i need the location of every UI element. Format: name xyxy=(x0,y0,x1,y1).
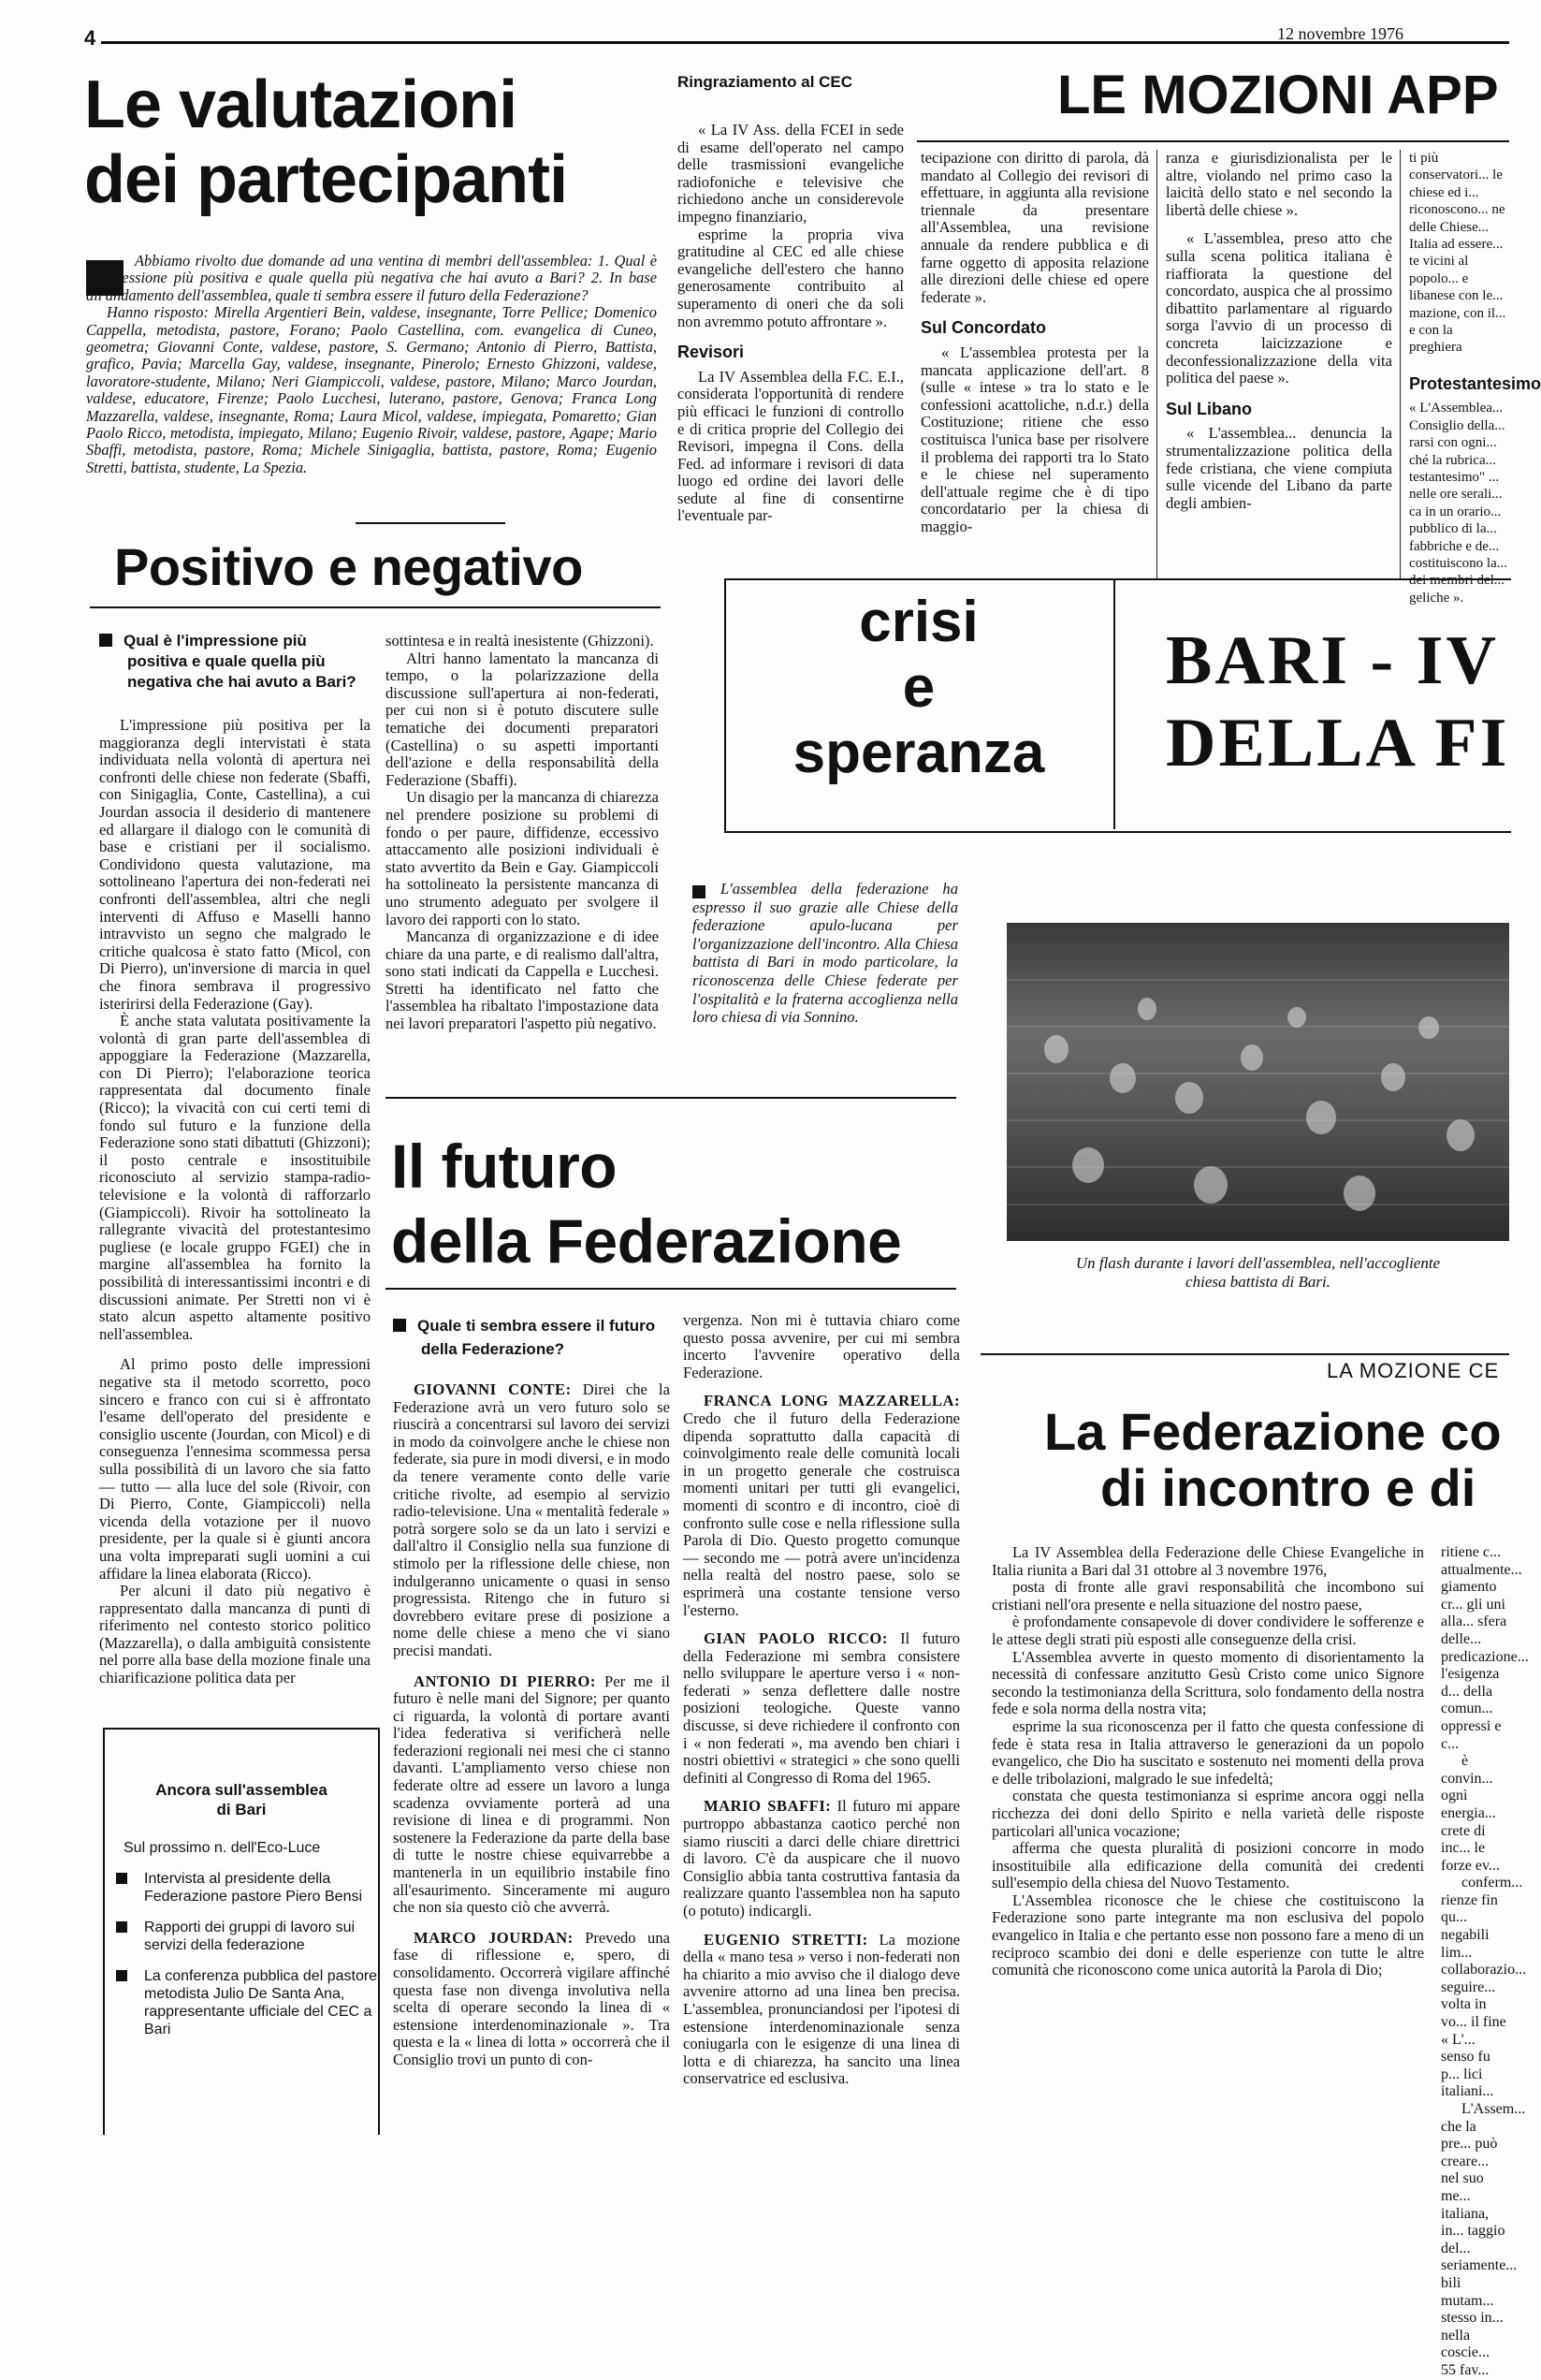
ringraziamento-col: « La IV Ass. della FCEI in sede di esame dell'operato nel campo delle trasmissioni evangeliche radiofoniche e televisive che richiedono anche un considerevole impegno finanziario, esprime la propria viva gratitudine al CEC ed alle chiese evangeliche dell'estero che hanno generosamente contribuito al superamento di oneri che da soli non avremmo potuto affrontare ». Revisori La IV Assemblea della F.C. E.I., considerata l'opportunità di rendere più efficaci le funzioni di controllo e di critica proprie del Collegio dei Revisori, impegna il Cons. della Fed. ad informare i revisori di data luogo ed ordine dei lavori delle sedute al fine di consentirne l'eventuale par- xyxy=(677,121,904,525)
positivo-title: Positivo e negativo xyxy=(114,537,583,596)
mozioni-col1: tecipazione con diritto di parola, dà mandato al Collegio dei revisori di effettuare, in aggiunta alla revisione triennale da presentare all'Assemblea, una revisione annuale da rendere pubblica e di farne oggetto di apposita relazione alle direzioni delle chiese ed opere federate ». Sul Concordato « L'assemblea protesta per la mancata applicazione dell'art. 8 (sulle « intese » tra lo stato e le confessioni acattoliche, n.d.r.) della Costituzione; ritiene che esso costituisca l'unica base per risolvere il problema dei rapporti tra lo Stato e le chiese nel superamento dell'attuale regime che è di tipo concordatario per la chiesa di maggio- xyxy=(921,149,1149,535)
valutazioni-title: Le valutazioni dei partecipanti xyxy=(84,67,568,217)
box-item: Intervista al presidente della Federazione pastore Piero Bensi xyxy=(105,1870,378,1905)
ringraziamento-head: Ringraziamento al CEC xyxy=(677,73,853,91)
mozione-title: La Federazione co di incontro e di xyxy=(1044,1402,1502,1517)
mozioni-rule xyxy=(917,140,1509,142)
futuro-col1: Quale ti sembra essere il futuro della Federazione? GIOVANNI CONTE: Direi che la Federazione avrà un vero futuro solo se riuscirà a concentrarsi sul lavoro dei servizi in modo da coinvolgere anche le chiese non federate, sia pure in modi diversi, e in modo da tenere veramente conto delle varie critiche rivolte, ad esempio al servizio radio-televisione. Una « mentalità federale » potrà sorgere solo se da un lato i servizi e dall'altro il Consiglio nella sua funzione di stimolo per la riflessione delle chiese, non indulgeranno unicamente o quasi in senso progressista. Ritengo che in futuro si dovrebbero evitare prese di posizione a nome delle chiese a meno che vi siano precisi mandati. ANTONIO DI PIERRO: Per me il futuro è nelle mani del Signore; per quanto ci riguarda, la volontà di portare avanti l'idea federativa si verificherà nelle federazioni regionali nei mesi che ci stanno davanti. L'ampliamento verso chiese non federate oltre ad essere un lavoro a lunga scadenza ovviamente porterà ad una revisione di linea e di programmi. Non sostenere la Federazione da parte della base di tutte le nostre chiese equivarrebbe a mantenerla in un equilibrio instabile fino all'esaurimento. Sinceramente mi auguro che non sia questo ciò che avverrà. MARCO JOURDAN: Prevedo una fase di riflessione e, spero, di consolidamento. Occorrerà vigilare affinché questa fase non divenga involutiva nella scelta di operare secondo la linea di « estensione interdenominazionale ». Tra questa e la « linea di lotta » occorrerà che il Consiglio trovi un punto di con- xyxy=(393,1314,670,2133)
futuro-question: Quale ti sembra essere il futuro della Federazione? xyxy=(393,1314,670,1361)
mozioni-divider-2 xyxy=(1400,150,1401,580)
mozioni-col2: ranza e giurisdizionalista per le altre, violando nel primo caso la laicità dello stato e nel secondo la libertà delle chiese ». « L'assemblea, preso atto che sulla scena politica italiana è riaffiorata la questione del concordato, auspica che al prossimo dibattito parlamentare al riguardo sorga l'avvio di un processo di concreta laicizzazione e deconfessionalizzazione della vita politica del paese ». Sul Libano « L'assemblea... denuncia la strumentalizzazione politica della fede cristiana, che viene compiuta sulle vicende del Libano da parte degli ambien- xyxy=(1166,149,1392,512)
mozione-right-col: ritiene c... attualmente... giamento cr... gli uni alla... sfera delle... predicazione... l'esigenza d... della comun... oppressi e c... è convin... ognì energia... crete di inc... le forze ev... conferm... rienze fin qu... negabili lim... collaborazio... seguire... volta in vo... il fine « L'... senso fu p... lici italiani... L'Assem... che la pre... può creare... nel suo me... italiana, in... taggio del... seriamente... bili mutam... stesso in... nella coscie... 55 fav... xyxy=(1441,1544,1529,2378)
ancora-box xyxy=(103,1728,380,2135)
futuro-rule xyxy=(385,1097,956,1099)
box-item: Rapporti dei gruppi di lavoro sui servizi della federazione xyxy=(105,1919,378,1954)
mozione-kicker: LA MOZIONE CE xyxy=(1327,1359,1500,1382)
revisori-head: Revisori xyxy=(677,343,745,362)
crisi-title: crisi e speranza xyxy=(792,590,1045,785)
futuro-title: Il futuro della Federazione xyxy=(391,1132,902,1276)
valutazioni-rule xyxy=(356,522,505,524)
futuro-rule-2 xyxy=(385,1288,956,1290)
photo-caption: Un flash durante i lavori dell'assemblea, nell'accogliente chiesa battista di Bari. xyxy=(1075,1254,1441,1291)
bari-title: BARI - IV DELLA FI xyxy=(1166,622,1510,781)
assembly-photo xyxy=(1007,923,1509,1241)
positivo-col1: Qual è l'impressione più positiva e quale quella più negativa che hai avuto a Bari? L'impressione più positiva per la maggioranza degli intervistati è stata individuata nella volontà di apertura nei confronti delle chiese non federate (Sbaffi, con Sinigaglia, Conte, Castellina), a cui Jourdan associa il desiderio di mantenere ed allargare il dialogo con le comunità di base e cristiani per il socialismo. Condividono questa valutazione, ma sottolineano l'apertura dei non-federati nei confronti dell'assemblea, altri che negli interventi di Affuso e Maselli hanno intravvisto un segno che malgrado le critiche qualcosa è stato fatto (Micol, con Di Pierro), un'inversione di marcia in quel che finora sembrava il progressivo isteririrsi della Federazione (Gay). È anche stata valutata positivamente la volontà di gran parte dell'assemblea di appoggiare la Federazione (Mazzarella, con Di Pierro); l'elaborazione teorica rappresentata dal documento finale (Ricco); la vivacità con cui certi temi di fondo sul futuro e la funzione della Federazione sono stati dibattuti (Ghizzoni); il posto centrale e insostituibile riconosciuto al servizio stampa-radio-televisione e la volontà di rafforzarlo (Giampiccoli). Rivoir ha sottolineato la rallegrante vivacità del protestantesimo pugliese (e locale gruppo FGEI) che in margine all'assemblea ha fornito la possibilità di interessantissimi incontri e di discussioni animate. Per Stretti non vi è stato alcun aspetto altamente positivo nell'assemblea. Al primo posto delle impressioni negative sta il metodo scorretto, poco sincero e franco con cui si è affrontato l'esame dell'operato del presidente e consiglio uscente (Jourdan, con Micol) e di conseguenza l'ennesima scommessa persa sulla possibilità di un lavoro che sia fatto — tutto — alla luce del sole (Rivoir, con Di Pierro, Conte, Giampiccoli) nella vicenda della votazione per il nuovo presidente, per la quale si è giunti ancora una volta impreparati sugli uomini a cui affidare la linea elaborata (Ricco). Per alcuni il dato più negativo è rappresentato dalla mancanza di punti di riferimento nel contesto storico politico (Mazzarella), o dalla ambiguità consistente nel porre alla base della mozione finale una chiarificazione politica data per xyxy=(99,632,371,1687)
mozione-text: La IV Assemblea della Federazione delle Chiese Evangeliche in Italia riunita a Bari dal 31 ottobre al 3 novembre 1976, posta di fronte alle gravi responsabilità che incombono sui cristiani nell'ora presente e nella situazione del nostro paese, è profondamente consapevole di dover condividere le sofferenze e le attese degli strati più esposti alle conseguenze della crisi. L'Assemblea avverte in questo momento di disorientamento la necessità di confessare anzitutto Gesù Cristo come unico Signore secondo la testimonianza della Scrittura, solo fondamento della nostra fede e sola norma della nostra vita; esprime la sua riconoscenza per il fatto che questa confessione di fede è stata resa in Italia attraverso le generazioni da un popolo evangelico, che Dio ha suscitato e sostenuto nei momenti della prova e delle tribolazioni, malgrado le sue infedeltà; constata che questa testimonianza si esprime ancora oggi nella ricchezza dei doni dello Spirito e nella varietà delle risposte particolari all'unica vocazione; afferma che questa pluralità di posizioni concorre in modo insostituibile alla edificazione della comunità dei credenti sull'esempio della chiesa del Nuovo Testamento. L'Assemblea riconosce che le chiese che costituiscono la Federazione sono parte integrante ma non esclusiva del popolo evangelico in Italia e che pertanto esse non possono fare a meno di un reciproco scambio dei doni e delle esperienze con tutte le altre comunità che riconoscono come unica autorità la Parola di Dio; xyxy=(992,1543,1424,1979)
page-number: 4 xyxy=(84,26,96,50)
bullet-square xyxy=(99,634,112,647)
federazione-note: L'assemblea della federazione ha espresso il suo grazie alle Chiese della federazione apulo-lucana per l'organizzazione dell'incontro. Alla Chiesa battista di Bari in modo particolare, la riconoscenza delle Chiese federate per l'ospitalità e la fraterna accoglienza nella loro chiesa di via Sonnino. xyxy=(692,880,958,1027)
positivo-question: Qual è l'impressione più positiva e quale quella più negativa che hai avuto a Bari? xyxy=(99,631,371,693)
box-lead: Sul prossimo n. dell'Eco-Luce xyxy=(124,1840,321,1856)
box-title: Ancora sull'assemblea di Bari xyxy=(155,1781,327,1818)
positivo-col2: sottintesa e in realtà inesistente (Ghizzoni). Altri hanno lamentato la mancanza di tempo, o la polarizzazione della discussione sull'apertura ai non-federati, per cui non si è potuto discutere sulle tematiche dei documenti preparatori (Castellina) o su aspetti importanti dell'azione e della responsabilità della Federazione (Sbaffi). Un disagio per la mancanza di chiarezza nel prendere posizione su problemi di fondo o per paure, diffidenze, eccessivo attaccamento alle posizioni individuali è stato avvertito da Bein e Gay. Giampiccoli ha sottolineato la persistente mancanza di uno strumento adeguato per svolgere il lavoro dei rapporti con lo stato. Mancanza di organizzazione e di idee chiare da una parte, e di realismo dall'altra, sono stati indicati da Cappella e Lucchesi. Stretti ha identificato nel fatto che l'assemblea ha ribaltato l'impostazione data nei lavori preparatori l'aspetto più negativo. xyxy=(385,632,659,1033)
valutazioni-intro: Abbiamo rivolto due domande ad una ventina di membri dell'assemblea: 1. Qual è l'impressione più positiva e quale quella più negativa che hai avuto a Bari? 2. In base all'andamento dell'assemblea, quale ti sembra essere il futuro della Federazione? Hanno risposto: Mirella Argentieri Bein, valdese, insegnante, Torre Pellice; Domenico Cappella, metodista, pastore, Forano; Paolo Castellina, com. evangelica di Cuneo, geometra; Giovanni Conte, valdese, pastore, S. Germano; Antonio di Pierro, Battista, grafico, Pavia; Marcella Gay, valdese, insegnante, Pinerolo; Ernesto Ghizzoni, valdese, lavoratore-studente, Milano; Neri Giampiccoli, valdese, pastore, Milano; Marco Jourdan, valdese, educatore, Firenze; Paolo Lucchesi, luterano, pastore, Genova; Franca Long Mazzarella, valdese, insegnante, Roma; Laura Micol, valdese, impiegata, Pomaretto; Gian Paolo Ricco, metodista, impiegato, Milano; Eugenio Rivoir, valdese, pastore, Agape; Mario Sbaffi, metodista, pastore, Roma; Michele Sinigaglia, battista, pastore, Roma; Eugenio Stretti, battista, studente, La Spezia. xyxy=(86,252,657,476)
protestantesimo-head: Protestantesimo xyxy=(1409,373,1541,393)
bullet-square xyxy=(393,1319,406,1332)
mozione-rule xyxy=(981,1353,1509,1355)
mozioni-title: LE MOZIONI APP xyxy=(1057,65,1499,125)
issue-date: 12 novembre 1976 xyxy=(1277,24,1403,43)
libano-head: Sul Libano xyxy=(1166,399,1252,418)
box-item: La conferenza pubblica del pastore metodista Julio De Santa Ana, rappresentante ufficiale del CEC a Bari xyxy=(105,1967,378,2038)
mozioni-divider xyxy=(1156,150,1157,580)
box-list xyxy=(105,1870,378,2038)
concordato-head: Sul Concordato xyxy=(921,318,1046,338)
crisi-divider xyxy=(1113,580,1115,829)
mozioni-col3: ti più conservatori... le chiese ed i... riconoscono... ne delle Chiese... Italia ad essere... te vicini al popolo... e libanese con le... mazione, con il... e con la preghiera Protestantesimo « L'Assemblea... Consiglio della... rarsi con ogni... ché la rubrica... testantesimo" ... nelle ore serali... ca in un orario... pubblico di la... fabbriche e de... costituiscono la... dei membri del... geliche ». xyxy=(1409,151,1541,606)
futuro-col2: vergenza. Non mi è tuttavia chiaro come questo possa avvenire, per cui mi sembra incerto l'avvenire operativo della Federazione. FRANCA LONG MAZZARELLA: Credo che il futuro della Federazione dipenda soprattutto dalla capacità di coinvolgimento reale delle comunità locali in un progetto generale che costruisca momenti unitari per tutti gli evangelici, momenti di scontro e di incontro, cioè di confronto sulle cose e nella riflessione sulla Parola di Dio. Questo progetto comunque — secondo me — potrà avere un'incidenza nella realtà del nostro paese, solo se esprimerà una costante tensione verso l'esterno. GIAN PAOLO RICCO: Il futuro della Federazione mi sembra consistere nello sviluppare le aperture verso i « non-federati » senza deflettere dalle nostre posizioni teologiche. Queste vanno discusse, si deve richiedere il confronto con i « non federati », ma avendo ben chiari i nostri obiettivi « strategici » che sono quelli definiti al Congresso di Roma del 1965. MARIO SBAFFI: Il futuro mi appare purtroppo abbastanza caotico perché non siamo riusciti a darci delle chiare direttrici di lavoro. C'è da auspicare che il nuovo Consiglio abbia tanta costruttiva fantasia da realizzare quanto l'assemblea non ha saputo (o potuto) indicargli. EUGENIO STRETTI: La mozione della « mano tesa » verso i non-federati non ha chiarito a mio avviso che il dialogo deve avvenire attorno ad una linea ben precisa. L'assemblea, pronunciandosi per l'ipotesi di estensione interdenominazionale senza coniugarla con le esigenze di una linea di lotta e di chiarezza, ha sancito una linea conservatrice ed esclusiva. xyxy=(683,1311,961,2088)
positivo-rule xyxy=(90,606,661,608)
